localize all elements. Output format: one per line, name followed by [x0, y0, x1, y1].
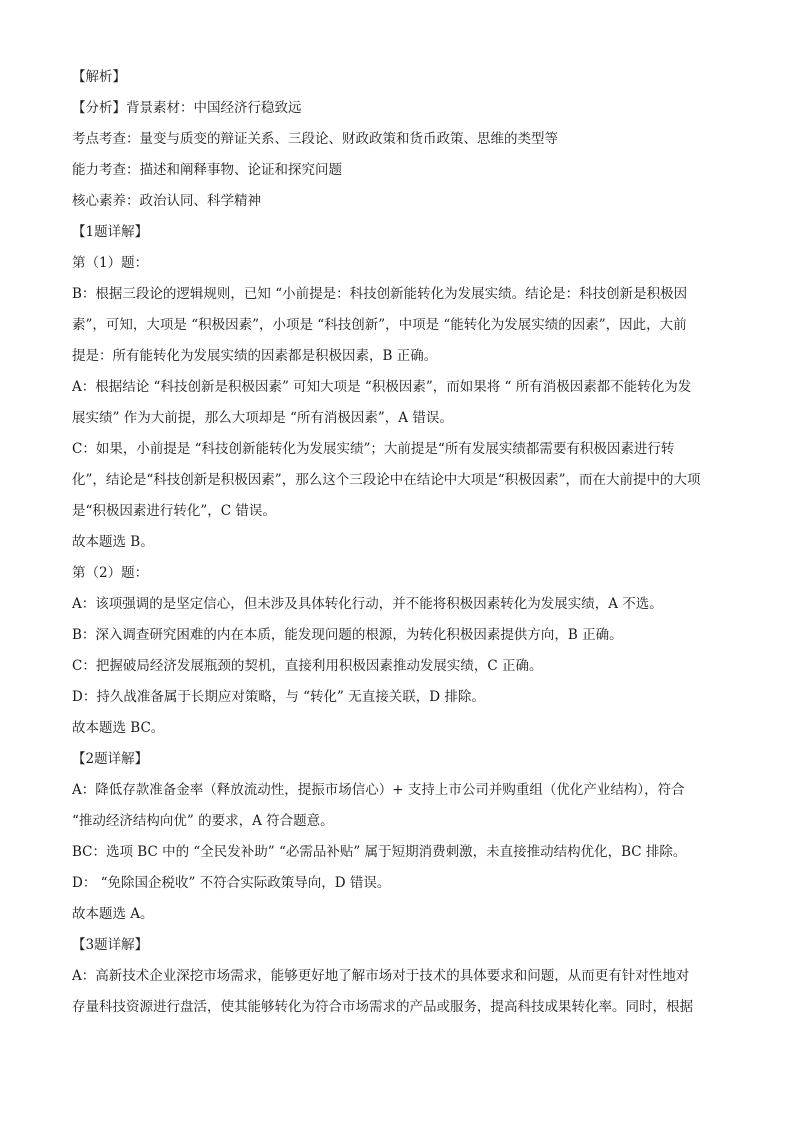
text-line: 是“积极因素进行转化”，C 错误。 [72, 503, 276, 519]
section-heading-analysis: 【解析】 [72, 69, 126, 85]
q1-heading: 【1题详解】 [72, 224, 149, 240]
text-line: A：降低存款准备金率（释放流动性，提振市场信心）+ 支持上市公司并购重组（优化产业结构），符合 [72, 782, 685, 798]
text-line: D：持久战准备属于长期应对策略，与 “转化” 无直接关联，D 排除。 [72, 689, 485, 705]
text-line: A：根据结论 “科技创新是积极因素” 可知大项是 “积极因素”，而如果将 “ 所有消极因素都不能转化为发 [72, 379, 692, 395]
ability-points: 能力考查：描述和阐释事物、论证和探究问题 [72, 162, 342, 178]
exam-points: 考点考查：量变与质变的辩证关系、三段论、财政政策和货币政策、思维的类型等 [72, 131, 558, 147]
text-line: 素”，可知，大项是 “积极因素”，小项是 “科技创新”，中项是 “能转化为发展实绩的因素”，因此，大前 [72, 317, 687, 333]
text-line: C：如果，小前提是 “科技创新能转化为发展实绩”；大前提是“所有发展实绩都需要有积极因素进行转 [72, 441, 675, 457]
q1-part2-label: 第（2）题： [72, 565, 149, 581]
core-literacy: 核心素养：政治认同、科学精神 [72, 193, 261, 209]
q1-part2-answer: 故本题选 BC。 [72, 720, 165, 736]
text-line: D： “免除国企税收” 不符合实际政策导向，D 错误。 [72, 875, 391, 891]
analysis-background: 【分析】背景素材：中国经济行稳致远 [72, 100, 302, 116]
q3-heading: 【3题详解】 [72, 937, 149, 953]
q2-answer: 故本题选 A。 [72, 906, 154, 922]
text-line: “推动经济结构向优” 的要求，A 符合题意。 [72, 813, 334, 829]
text-line: C：把握破局经济发展瓶颈的契机，直接利用积极因素推动发展实绩，C 正确。 [72, 658, 543, 674]
document-page [72, 62, 722, 1023]
text-line: 化”，结论是“科技创新是积极因素”，那么这个三段论中在结论中大项是“积极因素”，而在大前提中的大项 [72, 472, 701, 488]
text-line: 提是：所有能转化为发展实绩的因素都是积极因素，B 正确。 [72, 348, 438, 364]
q2-heading: 【2题详解】 [72, 751, 149, 767]
text-line: 存量科技资源进行盘活，使其能够转化为符合市场需求的产品或服务，提高科技成果转化率。同时，根据 [72, 999, 693, 1015]
q1-part1-answer: 故本题选 B。 [72, 534, 154, 550]
text-line: BC：选项 BC 中的 “全民发补助” “必需品补贴” 属于短期消费刺激，未直接推动结构优化，BC 排除。 [72, 844, 687, 860]
q1-part1-label: 第（1）题： [72, 255, 149, 271]
text-line: A：高新技术企业深挖市场需求，能够更好地了解市场对于技术的具体要求和问题，从而更有针对性地对 [72, 968, 690, 984]
text-line: B：深入调查研究困难的内在本质，能发现问题的根源，为转化积极因素提供方向，B 正确。 [72, 627, 623, 643]
text-line: A：该项强调的是坚定信心，但未涉及具体转化行动，并不能将积极因素转化为发展实绩，A 不选。 [72, 596, 663, 612]
text-line: 展实绩” 作为大前提，那么大项却是 “所有消极因素”，A 错误。 [72, 410, 453, 426]
text-line: B：根据三段论的逻辑规则，已知 “小前提是：科技创新能转化为发展实绩。结论是：科技创新是积极因 [72, 286, 688, 302]
